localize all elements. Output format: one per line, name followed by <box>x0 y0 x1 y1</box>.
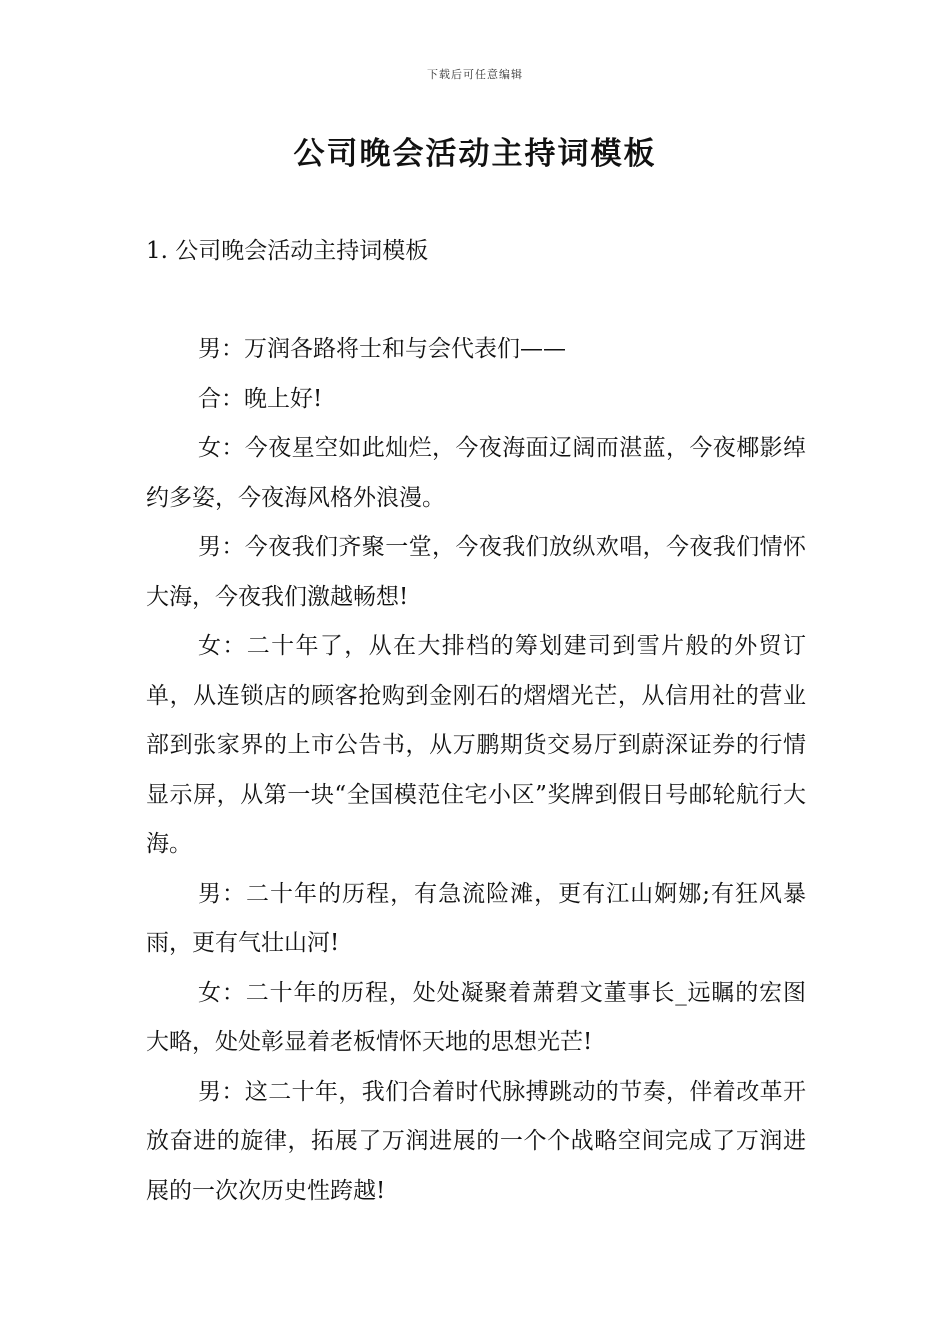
header-note: 下载后可任意编辑 <box>427 68 523 81</box>
paragraph: 女：今夜星空如此灿烂，今夜海面辽阔而湛蓝，今夜椰影绰约多姿，今夜海风格外浪漫。 <box>146 435 806 511</box>
paragraph: 男：今夜我们齐聚一堂，今夜我们放纵欢唱，今夜我们情怀大海，今夜我们激越畅想! <box>146 534 806 610</box>
paragraph: 男：这二十年，我们合着时代脉搏跳动的节奏，伴着改革开放奋进的旋律，拓展了万润进展的一个个战略空间完成了万润进展的一次次历史性跨越! <box>146 1078 806 1204</box>
paragraph: 合：晚上好! <box>198 385 323 412</box>
section-heading: 1. 公司晚会活动主持词模板 <box>146 238 429 264</box>
paragraph: 男：万润各路将士和与会代表们—— <box>198 336 566 362</box>
paragraph: 男：二十年的历程，有急流险滩，更有江山婀娜;有狂风暴雨，更有气壮山河! <box>146 880 806 956</box>
document-body <box>146 325 806 1216</box>
paragraph: 女：二十年了，从在大排档的筹划建司到雪片般的外贸订单，从连锁店的顾客抢购到金刚石的熠熠光芒，从信用社的营业部到张家界的上市公告书，从万鹏期货交易厅到蔚深证券的行情显示屏，从第一块“全国模范住宅小区”奖牌到假日号邮轮航行大海。 <box>146 633 806 857</box>
document-title: 公司晚会活动主持词模板 <box>293 136 657 172</box>
paragraph: 女：二十年的历程，处处凝聚着萧碧文董事长_远瞩的宏图大略，处处彰显着老板情怀天地的思想光芒! <box>146 979 806 1055</box>
